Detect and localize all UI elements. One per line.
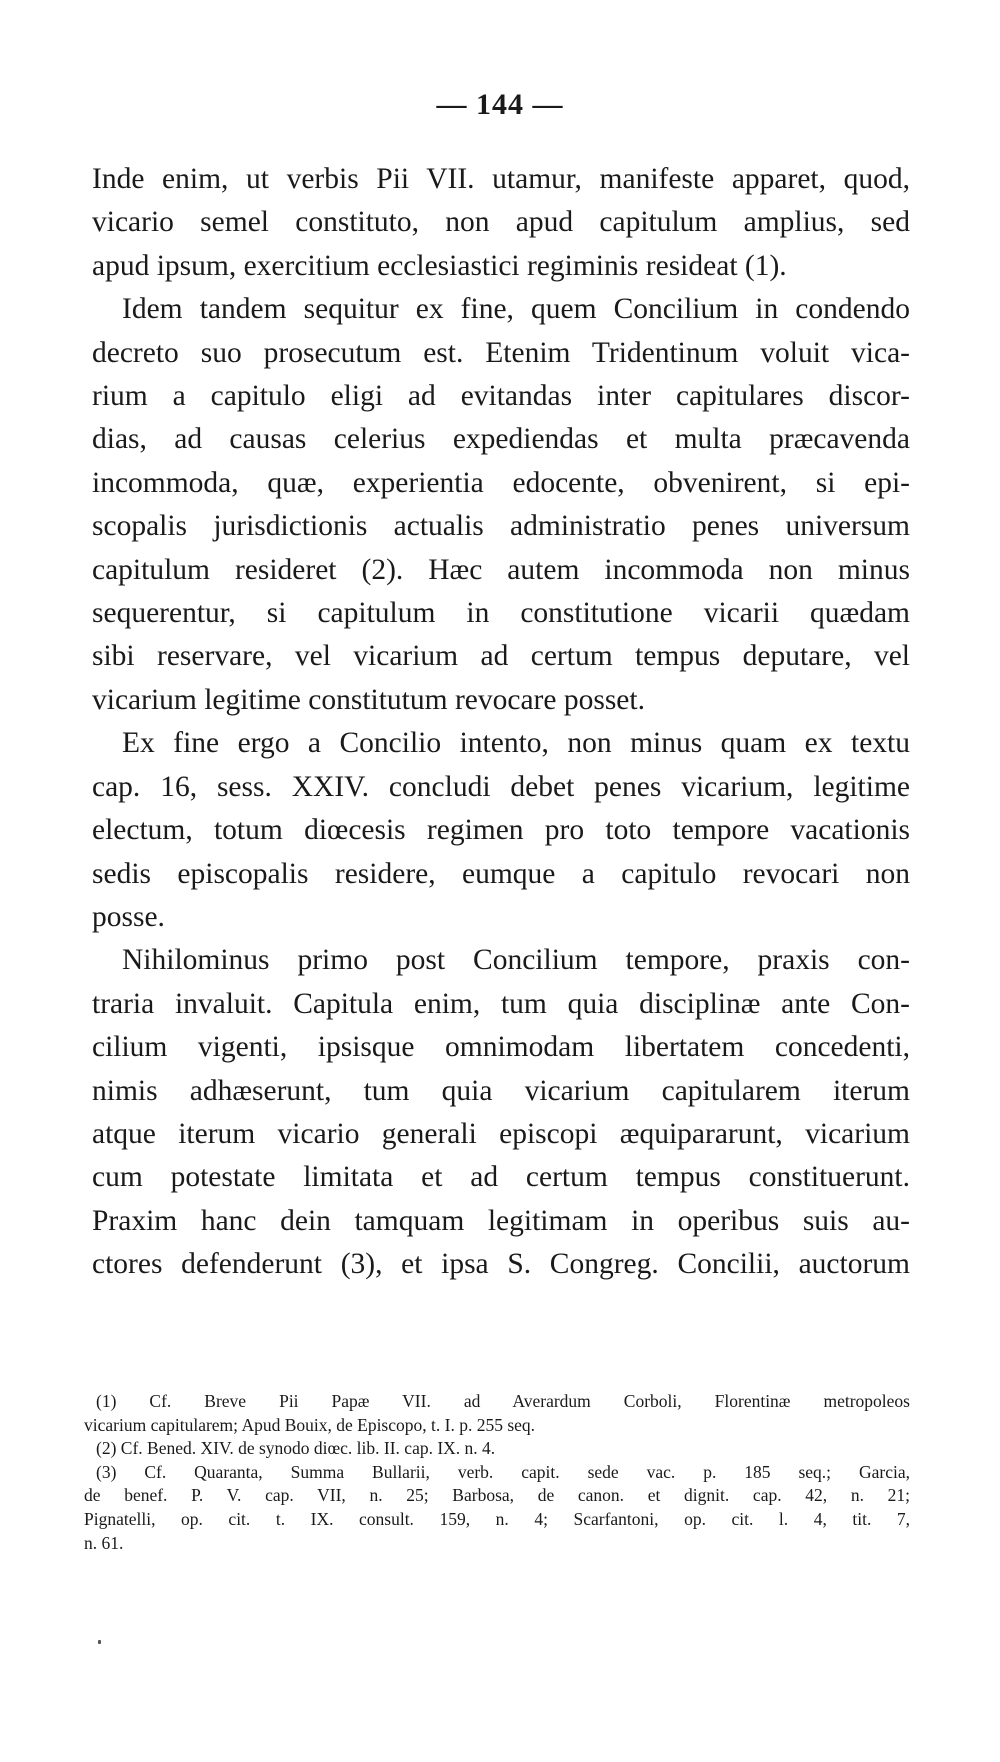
text-line: vicarium legitime constitutum revocare posset. bbox=[92, 683, 645, 716]
text-line: traria invaluit. Capitula enim, tum quia disciplinæ ante Con- bbox=[92, 987, 910, 1020]
text-line: sibi reservare, vel vicarium ad certum tempus deputare, vel bbox=[92, 640, 910, 673]
text-line: Ex fine ergo a Concilio intento, non minus quam ex textu bbox=[122, 727, 910, 760]
text-line: cilium vigenti, ipsisque omnimodam libertatem concedenti, bbox=[92, 1031, 910, 1064]
text-line: rium a capitulo eligi ad evitandas inter capitulares discor- bbox=[92, 380, 910, 413]
footnote-line: de benef. P. V. cap. VII, n. 25; Barbosa, de canon. et dignit. cap. 42, n. 21; bbox=[84, 1485, 910, 1506]
footnote-line: (1) Cf. Breve Pii Papæ VII. ad Averardum Corboli, Florentinæ metropoleos bbox=[96, 1391, 910, 1411]
body-text bbox=[92, 158, 910, 1287]
text-line: Praxim hanc dein tamquam legitimam in operibus suis au- bbox=[92, 1204, 910, 1237]
text-line: sedis episcopalis residere, eumque a capitulo revocari non bbox=[92, 857, 910, 890]
text-line: Nihilominus primo post Concilium tempore, praxis con- bbox=[122, 944, 910, 977]
footnote-line: (2) Cf. Bened. XIV. de synodo diœc. lib. II. cap. IX. n. 4. bbox=[96, 1438, 496, 1459]
text-line: dias, ad causas celerius expediendas et multa præcavenda bbox=[92, 423, 910, 456]
footnote-line: n. 61. bbox=[84, 1532, 124, 1553]
text-line: incommoda, quæ, experientia edocente, obvenirent, si epi- bbox=[92, 466, 910, 499]
text-line: Inde enim, ut verbis Pii VII. utamur, manifeste apparet, quod, bbox=[92, 163, 910, 195]
text-line: posse. bbox=[92, 900, 165, 933]
text-line: capitulum resideret (2). Hæc autem incommoda non minus bbox=[92, 553, 910, 586]
footnote-line: vicarium capitularem; Apud Bouix, de Episcopo, t. I. p. 255 seq. bbox=[84, 1414, 536, 1435]
text-line: electum, totum diœcesis regimen pro toto tempore vacationis bbox=[92, 814, 910, 847]
text-line: decreto suo prosecutum est. Etenim Tridentinum voluit vica- bbox=[92, 336, 910, 369]
text-line: apud ipsum, exercitium ecclesiastici regiminis resideat (1). bbox=[92, 249, 787, 282]
text-line: cum potestate limitata et ad certum tempus constituerunt. bbox=[92, 1161, 910, 1194]
text-line: cap. 16, sess. XXIV. concludi debet penes vicarium, legitime bbox=[92, 770, 910, 803]
text-line: vicario semel constituto, non apud capitulum amplius, sed bbox=[92, 206, 910, 239]
footnote-line: (3) Cf. Quaranta, Summa Bullarii, verb. capit. sede vac. p. 185 seq.; Garcia, bbox=[96, 1461, 910, 1482]
text-line: nimis adhæserunt, tum quia vicarium capitularem iterum bbox=[92, 1074, 910, 1107]
footnotes bbox=[84, 1390, 910, 1555]
text-line: scopalis jurisdictionis actualis administratio penes universum bbox=[92, 510, 910, 543]
page-number: — 144 — bbox=[436, 88, 564, 121]
text-line: ctores defenderunt (3), et ipsa S. Congreg. Concilii, auctorum bbox=[92, 1248, 910, 1281]
text-line: Idem tandem sequitur ex fine, quem Concilium in condendo bbox=[122, 293, 910, 326]
text-line: sequerentur, si capitulum in constitutione vicarii quædam bbox=[92, 597, 910, 630]
footnote-line: Pignatelli, op. cit. t. IX. consult. 159, n. 4; Scarfantoni, op. cit. l. 4, tit. 7, bbox=[84, 1508, 910, 1529]
print-speck bbox=[98, 1640, 101, 1644]
text-line: atque iterum vicario generali episcopi æquipararunt, vicarium bbox=[92, 1117, 910, 1150]
